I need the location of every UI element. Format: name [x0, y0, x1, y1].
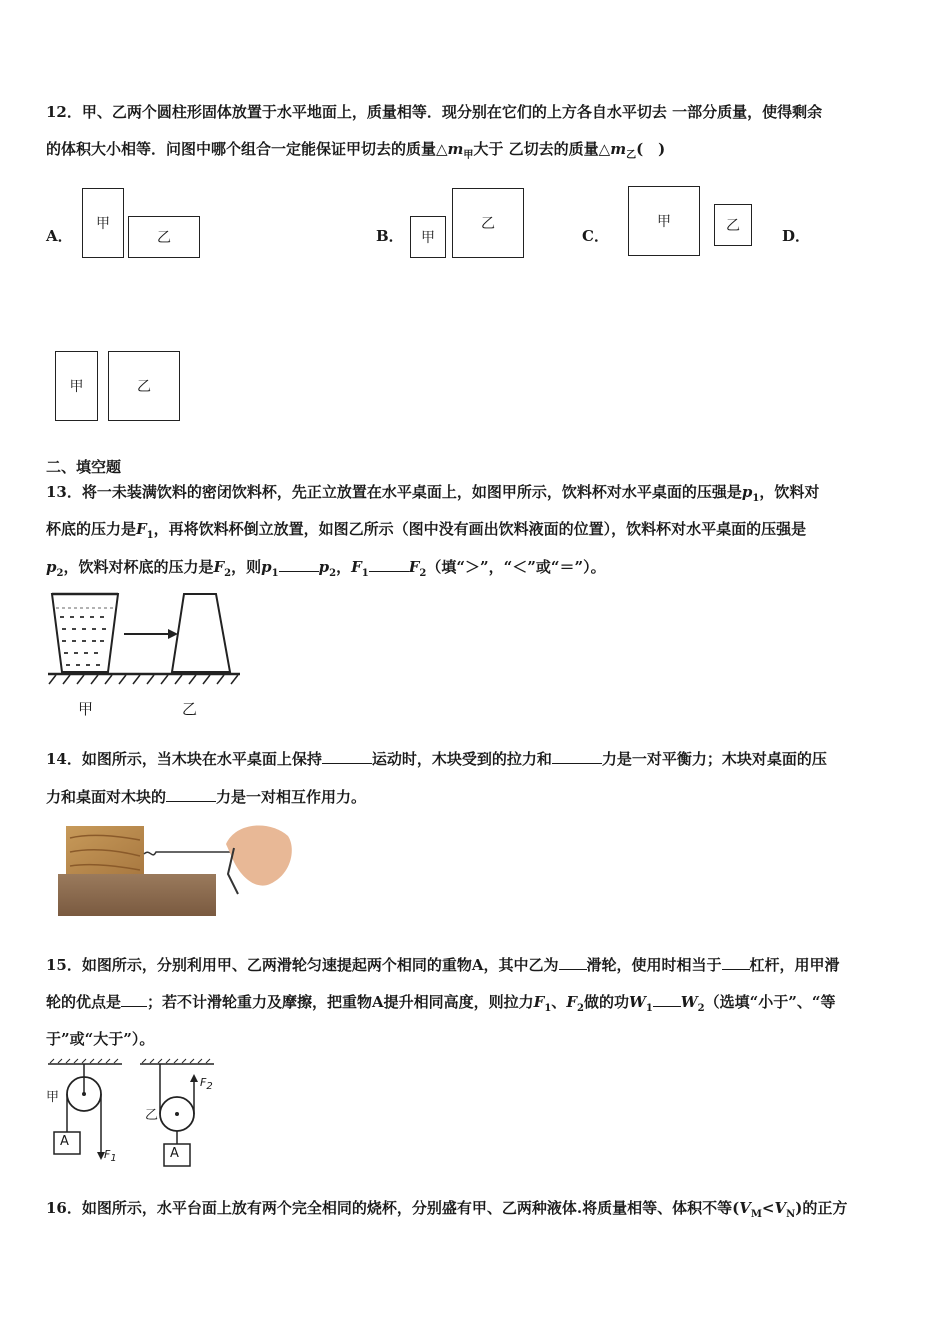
q15-text-2e: （选填“小于”、“等 [704, 993, 836, 1011]
q13-ans-p2: p [318, 558, 330, 576]
q12-m-symbol-2: m [610, 140, 627, 158]
q13-ans-p1-sub: 1 [271, 568, 279, 579]
q16-text-1a: 16．如图所示，水平台面上放有两个完全相同的烧杯，分别盛有甲、乙两种液体.将质量相等、体积不等( [46, 1199, 740, 1217]
q15-load-label-yi: A [170, 1146, 179, 1161]
q15-line-1 [46, 955, 840, 975]
q14-block-figure [56, 818, 296, 918]
q12-m-symbol: m [447, 140, 464, 158]
q13-ans-p2-sub: 2 [329, 568, 337, 579]
option-a-yi-label: 乙 [157, 230, 171, 246]
q13-text-1a: 13．将一未装满饮料的密闭饮料杯，先正立放置在水平桌面上，如图甲所示，饮料杯对水平桌面的压强是 [46, 483, 742, 501]
q13-ans-f1-sub: 1 [361, 568, 369, 579]
q13-ans-f2: F [408, 558, 420, 576]
option-a-box-yi [128, 216, 200, 258]
q16-vn-sub: N [786, 1209, 796, 1220]
q15-w1-sub: 1 [645, 1003, 653, 1014]
q13-blank-2[interactable] [369, 557, 409, 572]
q13-text-3b: ，则 [231, 558, 262, 576]
q16-text-1b: )的正方 [795, 1199, 848, 1217]
q15-text-1c: 杠杆，用甲滑 [749, 956, 840, 974]
q15-w2-sub: 2 [697, 1003, 705, 1014]
q15-blank-2[interactable] [722, 955, 750, 970]
q15-pulley-figure [44, 1058, 224, 1174]
q14-blank-3[interactable] [166, 787, 216, 802]
q15-blank-3[interactable] [121, 992, 147, 1007]
q13-f2-sub: 2 [224, 568, 232, 579]
option-c-label[interactable]: C． [582, 227, 609, 245]
q15-text-2c: 、 [551, 993, 567, 1011]
option-b-box-jia [410, 216, 446, 258]
liquid-dots [60, 616, 106, 666]
q13-text-2b: ，再将饮料杯倒立放置，如图乙所示（图中没有画出饮料液面的位置），饮料杯对水平桌面的压强是 [153, 520, 807, 538]
q13-p2-symbol: p [46, 558, 57, 576]
q13-blank-1[interactable] [279, 557, 319, 572]
q13-cup-figure [44, 588, 244, 718]
q13-p2-sub: 2 [56, 568, 64, 579]
q15-line-2 [46, 992, 836, 1019]
q15-load-label-jia: A [60, 1134, 69, 1149]
q13-p1-sub: 1 [752, 493, 760, 504]
option-b-jia-label: 甲 [421, 230, 435, 246]
q15-line-3 [46, 1029, 154, 1049]
q13-text-3a: ，饮料对杯底的压力是 [63, 558, 214, 576]
q15-text-3: 于”或“大于”）。 [46, 1030, 155, 1048]
option-c-yi-label: 乙 [726, 218, 740, 234]
q16-vn: V [774, 1199, 787, 1217]
q15-f2: F [566, 993, 577, 1011]
q15-text-2d: 做的功 [583, 993, 629, 1011]
q13-fig-label-jia: 甲 [78, 700, 94, 718]
option-b-box-yi [452, 188, 524, 258]
q13-text-1b: ，饮料对 [759, 483, 820, 501]
option-c-jia-label: 甲 [657, 214, 671, 230]
section-title: 二、填空题 [46, 458, 122, 476]
q12-line-1 [46, 102, 822, 122]
q14-blank-2[interactable] [552, 749, 602, 764]
option-c-box-jia [628, 186, 700, 256]
q15-f1: F [533, 993, 545, 1011]
q12-sub-jia: 甲 [463, 150, 474, 161]
option-d-box-yi [108, 351, 180, 421]
q12-text-2a: 的体积大小相等．问图中哪个组合一定能保证甲切去的质量△ [46, 140, 448, 158]
q13-text-3c: （填“＞”，“＜”或“＝”）。 [426, 558, 606, 576]
q15-f2-sub: 2 [576, 1003, 584, 1014]
option-d-box-jia [55, 351, 98, 421]
option-d-jia-label: 甲 [69, 379, 84, 395]
table-surface [58, 874, 216, 916]
q12-text-1: 12．甲、乙两个圆柱形固体放置于水平地面上，质量相等．现分别在它们的上方各自水平切去 一部分质量，使得剩余 [46, 103, 823, 121]
q15-force-f1: $F_1$ [104, 1148, 117, 1165]
q13-f1-symbol: F [136, 520, 147, 538]
q16-vm: V [739, 1199, 751, 1217]
q12-text-2b: 大于 乙切去的质量△ [473, 140, 611, 158]
q13-ans-f2-sub: 2 [419, 568, 427, 579]
q15-text-2b: ；若不计滑轮重力及摩擦，把重物A提升相同高度，则拉力 [147, 993, 534, 1011]
q13-ans-p1: p [261, 558, 272, 576]
option-a-box-jia [82, 188, 124, 258]
q14-text-2a: 力和桌面对木块的 [46, 788, 167, 806]
q13-line-3 [46, 557, 606, 584]
q16-vm-sub: M [750, 1209, 762, 1220]
q15-blank-1[interactable] [559, 955, 587, 970]
q13-p1-symbol: p [741, 483, 753, 501]
q12-sub-yi: 乙 [626, 150, 637, 161]
q14-text-2b: 力是一对相互作用力。 [216, 788, 367, 806]
q13-f1-sub: 1 [146, 530, 154, 541]
q13-line-1 [46, 482, 819, 509]
cup-upright [52, 594, 118, 672]
cup-inverted [172, 594, 230, 672]
string [144, 852, 232, 855]
q15-w2: W [680, 993, 698, 1011]
q13-line-2 [46, 519, 806, 546]
option-b-yi-label: 乙 [481, 216, 495, 232]
q15-fig-label-yi: 乙 [145, 1108, 159, 1123]
option-a-label[interactable]: A． [46, 227, 73, 245]
hand-icon [226, 826, 292, 886]
q13-f2-symbol: F [213, 558, 225, 576]
q16-lt: < [761, 1199, 775, 1217]
option-c-box-yi [714, 204, 752, 246]
q15-blank-4[interactable] [653, 992, 681, 1007]
q15-text-1a: 15．如图所示，分别利用甲、乙两滑轮匀速提起两个相同的重物A，其中乙为 [46, 956, 559, 974]
q12-answer-paren: ( ) [636, 140, 666, 158]
q13-fig-label-yi: 乙 [182, 700, 198, 718]
q14-text-1b: 运动时，木块受到的拉力和 [371, 750, 552, 768]
q15-text-1b: 滑轮，使用时相当于 [586, 956, 722, 974]
q15-w1: W [628, 993, 646, 1011]
option-a-jia-label: 甲 [96, 216, 110, 232]
q14-line-1 [46, 749, 827, 769]
q12-line-2 [46, 139, 665, 166]
q13-comma: ， [336, 558, 352, 576]
q15-f1-sub: 1 [544, 1003, 552, 1014]
option-d-label[interactable]: D． [782, 227, 811, 245]
q14-text-1a: 14．如图所示，当木块在水平桌面上保持 [46, 750, 322, 768]
q15-force-f2: $F_2$ [200, 1076, 213, 1093]
q15-fig-label-jia: 甲 [46, 1090, 60, 1105]
q14-line-2 [46, 787, 366, 807]
option-b-label[interactable]: B． [376, 227, 404, 245]
option-d-yi-label: 乙 [137, 379, 151, 395]
q14-text-1c: 力是一对平衡力；木块对桌面的压 [601, 750, 827, 768]
q15-text-2a: 轮的优点是 [46, 993, 122, 1011]
q13-ans-f1: F [351, 558, 362, 576]
q14-blank-1[interactable] [322, 749, 372, 764]
q13-text-2a: 杯底的压力是 [46, 520, 137, 538]
q16-line-1 [46, 1198, 847, 1225]
